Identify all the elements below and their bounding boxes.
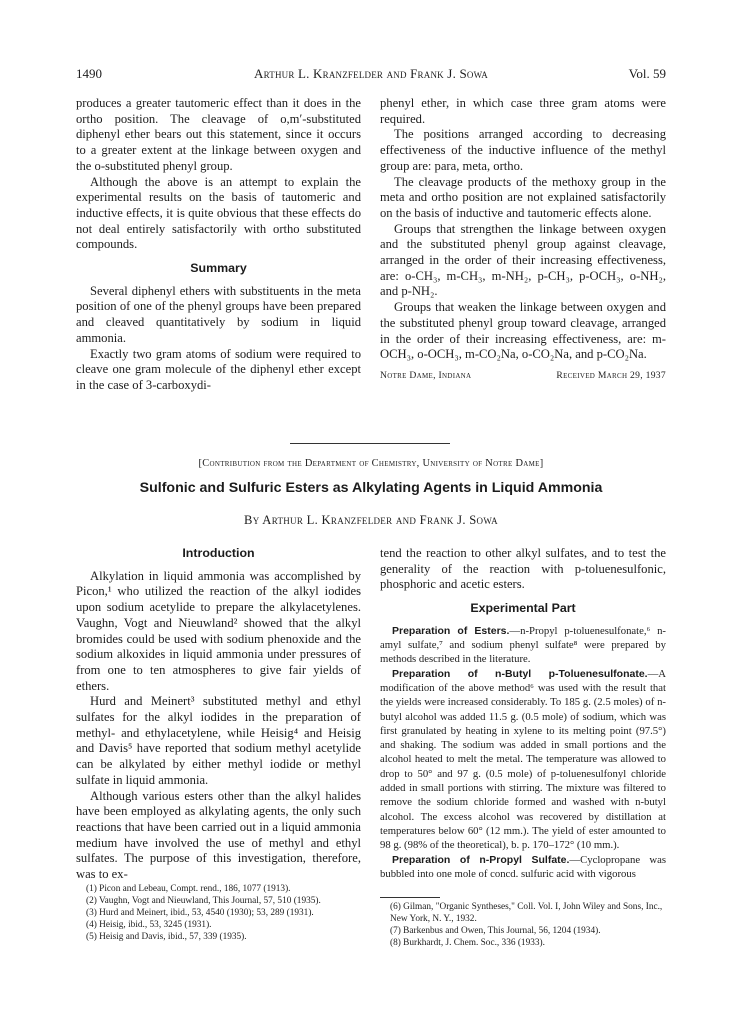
footnote: (1) Picon and Lebeau, Compt. rend., 186, 1077 (1913). [86,884,291,894]
running-header [76,66,666,84]
volume-label: Vol. 59 [628,66,666,81]
summary-paragraph: The cleavage products of the methoxy group in the meta and ortho position are not explained satisfactorily on the basis of inductive and tautomeric effects alone. [380,174,666,220]
previous-article-left-column [76,96,361,394]
footnotes-right [380,897,666,950]
intro-paragraph: tend the reaction to other alkyl sulfates, and to test the generality of the reaction with p-toluenesulfonic, phosphoric and acetic esters. [380,546,666,592]
contribution-line: [Contribution from the Department of Chemistry, University of Notre Dame] [198,458,544,469]
intro-paragraph: Although various esters other than the alkyl halides have been employed as alkylating agents, the only such reactions that have been carried out in a liquid ammonia medium have involved the use of methyl and ethyl sulfates. The purpose of this investigation, therefore, was to ex- [76,788,361,882]
experimental-paragraph [380,667,666,853]
section-divider [290,443,450,444]
footnote: (3) Hurd and Meinert, ibid., 53, 4540 (1930); 53, 289 (1931). [86,907,314,918]
summary-heading: Summary [190,261,247,276]
signature-place: Notre Dame, Indiana [380,369,472,381]
article-right-column [380,546,666,881]
running-head-authors: Arthur L. Kranzfelder and Frank J. Sowa [254,66,488,81]
summary-paragraph: The positions arranged according to decreasing effectiveness of the inductive influence of the methyl group are: para, meta, ortho. [380,127,666,173]
byline: By Arthur L. Kranzfelder and Frank J. Sowa [244,513,498,527]
paragraph-run-in-heading: Preparation of Esters. [392,624,510,637]
summary-paragraph: phenyl ether, in which case three gram atoms were required. [380,96,666,126]
footnote: (4) Heisig, ibid., 53, 3245 (1931). [86,919,212,930]
summary-paragraph: Groups that strengthen the linkage between oxygen and the substituted phenyl group against cleavage, arranged in the order of their increasing effectiveness, are: o-CH₃, m-CH₃, m-NH₂, p-CH₃, p-OCH₃, o-NH₂, and p-NH₂. [380,221,666,299]
paragraph-run-in-heading: Preparation of n-Butyl p-Toluenesulfonate. [392,667,648,680]
body-paragraph: Although the above is an attempt to explain the experimental results on the basis of tautomeric and inductive effects, it is quite obvious that these effects do not deal entirely satisfactorily with ortho substituted compounds. [76,174,361,252]
footnotes-left [76,884,361,944]
paragraph-body: —Cyclopropane was bubbled into one mole of concd. sulfuric acid with vigorous [380,853,666,880]
footnote: (6) Gilman, "Organic Syntheses," Coll. Vol. I, John Wiley and Sons, Inc., New York, N. Y., 1932. [390,902,663,924]
experimental-paragraph [380,853,666,882]
footnote: (2) Vaughn, Vogt and Nieuwland, This Journal, 57, 510 (1935). [86,895,321,906]
footnote: (7) Barkenbus and Owen, This Journal, 56, 1204 (1934). [390,925,601,936]
article-title: Sulfonic and Sulfuric Esters as Alkylating Agents in Liquid Ammonia [139,480,603,496]
intro-paragraph: Hurd and Meinert³ substituted methyl and ethyl sulfates for the alkyl iodides in the preparation of methyl- and ethylacetylene, while Heisig⁴ and Heisig and Davis⁵ have reported that sodium methyl acetylide can be alkylated by either methyl iodide or methyl sulfate in liquid ammonia. [76,694,361,787]
paragraph-body: —A modification of the above method⁶ was used with the result that the yields were increased considerably. To 185 g. (2.5 moles) of n-butyl alcohol was added 11.5 g. (0.5 mole) of sodium, which was first granulated by heating in xylene to its melting point (97.5°) and shaking. The sodium was added in small portions and the alcohol heated to melt the metal. The temperature was allowed to drop to 50° and 97 g. (0.5 mole) of p-toluenesulfonyl chloride added in small portions with stirring. The mixture was filtered to remove the sodium chloride formed and washed with n-butyl alcohol. The excess alcohol was recovered by distillation at temperatures below 60° (12 mm.). The yield of ester amounted to 98 g. (98% of the theoretical), b. p. 170–172° (10 mm.). [380,667,666,852]
page-number: 1490 [76,66,102,81]
received-date: Received March 29, 1937 [556,369,666,381]
footnote: (8) Burkhardt, J. Chem. Soc., 336 (1933). [390,937,545,948]
introduction-heading: Introduction [182,546,255,560]
signature-line [380,368,666,384]
footnote: (5) Heisig and Davis, ibid., 57, 339 (1935). [86,931,247,942]
experimental-text [380,624,666,881]
intro-paragraph: Alkylation in liquid ammonia was accomplished by Picon,¹ who utilized the reaction of the alkyl iodides upon sodium acetylide to prepare the alkylacetylenes. Vaughn, Vogt and Nieuwland² showed that the alkyl bromides could be used with sodium phenoxide and the sodium alkoxides in liquid ammonia under pressures of from one to ten atmospheres to give fair yields of ethers. [76,568,361,693]
body-paragraph: produces a greater tautomeric effect than it does in the ortho position. The cleavage of o,m′-substituted diphenyl ether bears out this statement, since it occurs to a greater extent at the linkage between oxygen and the o-substituted phenyl group. [76,96,361,173]
previous-article-right-column [380,96,666,384]
experimental-heading: Experimental Part [470,601,576,616]
paragraph-run-in-heading: Preparation of n-Propyl Sulfate. [392,853,570,866]
experimental-paragraph [380,624,666,667]
summary-paragraph: Several diphenyl ethers with substituents in the meta position of one of the phenyl groups have been prepared and cleaved quantitatively by sodium in liquid ammonia. [76,283,361,345]
summary-paragraph: Groups that weaken the linkage between oxygen and the substituted phenyl group toward cleavage, arranged in the order of their increasing effectiveness, are: m-OCH₃, o-OCH₃, m-CO₂Na, o-CO₂Na, and p-CO₂Na. [380,300,666,362]
footnote-rule [380,897,440,898]
article-left-column [76,546,361,883]
summary-paragraph: Exactly two gram atoms of sodium were required to cleave one gram molecule of the diphenyl ether except in the case of 3-carboxydi- [76,346,361,392]
paragraph-body: —n-Propyl p-toluenesulfonate,⁶ n-amyl sulfate,⁷ and sodium phenyl sulfate⁸ were prepared by methods described in the literature. [380,624,666,666]
